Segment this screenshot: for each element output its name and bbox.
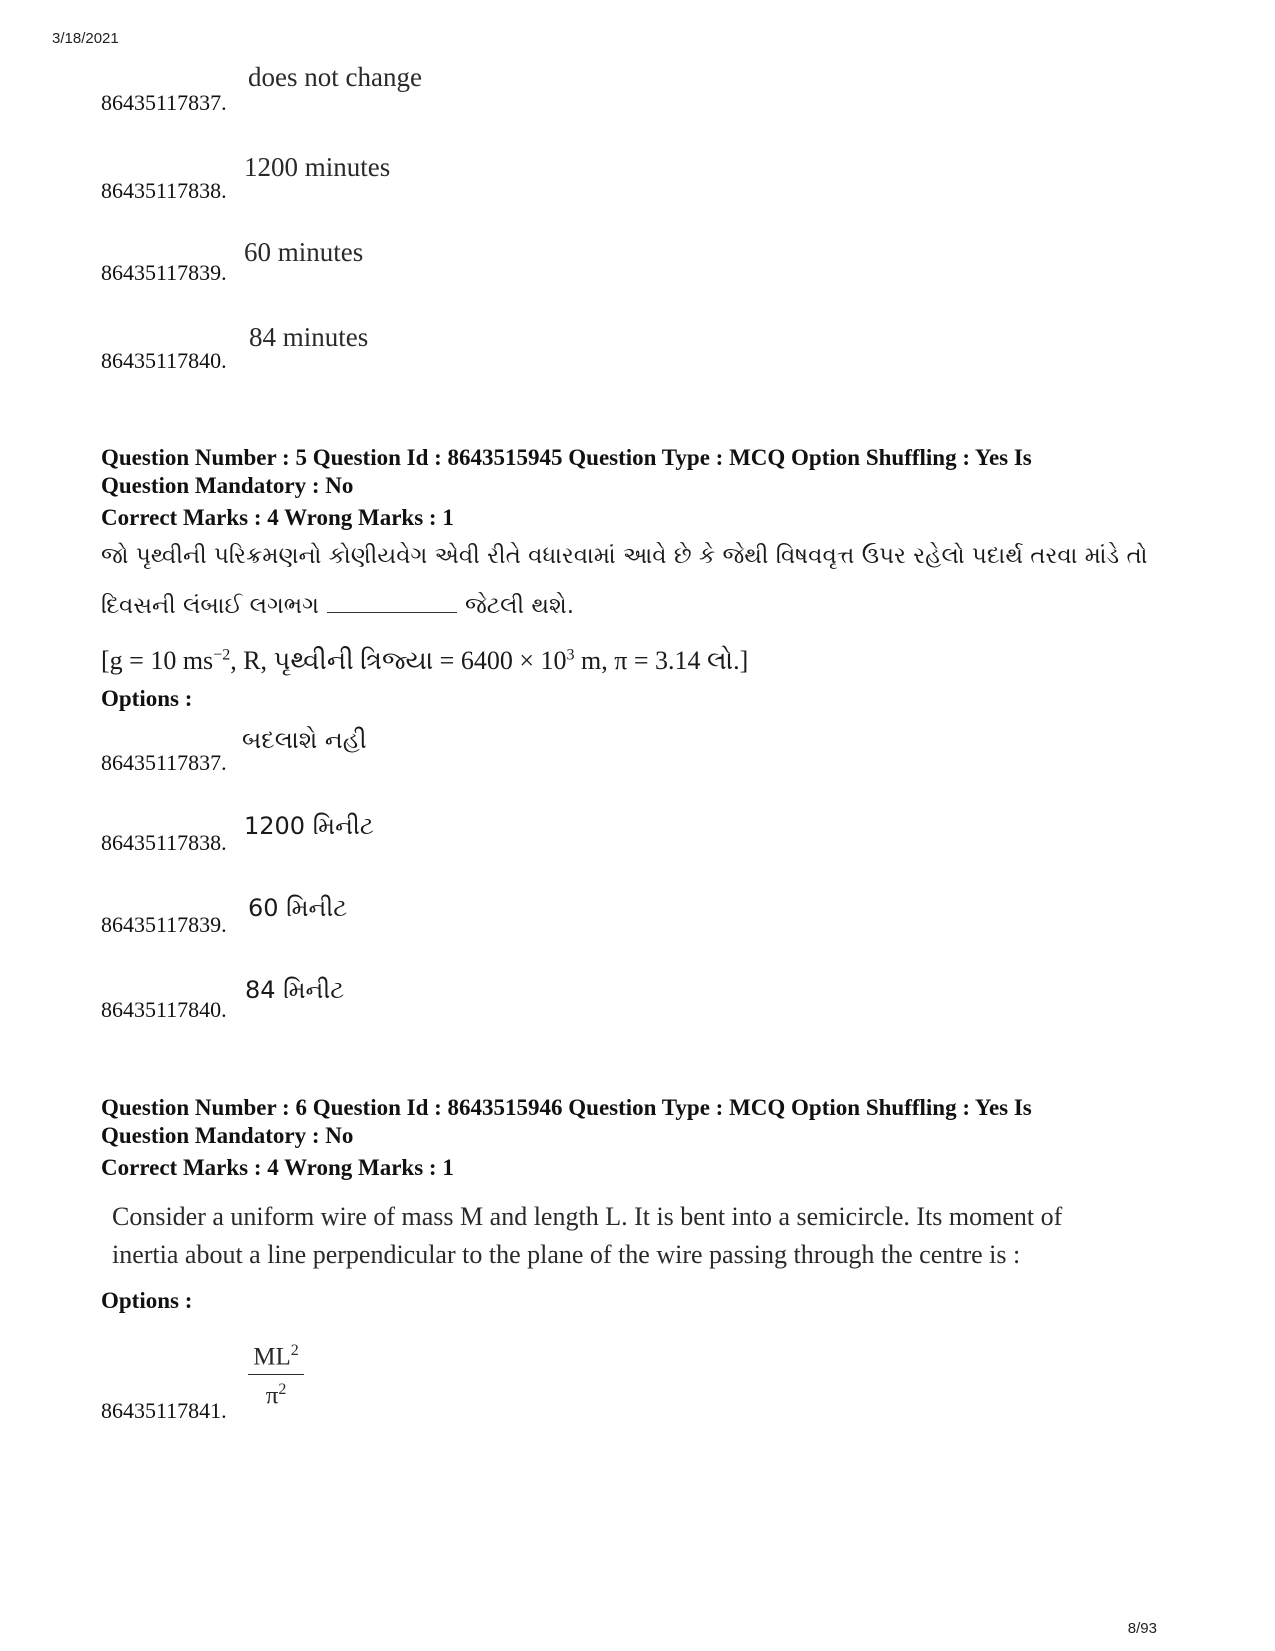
prev-option-4-id: 86435117840. bbox=[101, 348, 227, 373]
answer-blank bbox=[327, 592, 457, 613]
q6-header-line2: Question Mandatory : No bbox=[101, 1123, 354, 1148]
q5-formula-part-c: m, π = 3.14 લો.] bbox=[574, 646, 749, 675]
fraction-numerator bbox=[246, 1336, 306, 1372]
fraction-denominator bbox=[246, 1377, 306, 1409]
q5-formula-part-a: [g = 10 ms bbox=[101, 646, 214, 675]
q5-option-2-id: 86435117838. bbox=[101, 830, 227, 855]
q6-options-label: Options : bbox=[101, 1288, 193, 1313]
q5-option-1-id: 86435117837. bbox=[101, 750, 227, 775]
q6-option-1-id: 86435117841. bbox=[101, 1398, 227, 1423]
q5-question-line1: જો પૃથ્વીની પરિક્રમણનો કોણીયવેગ એવી રીતે વધારવામાં આવે છે કે જેથી વિષવવૃત્ત ઉપર રહેલો પદાર્થ તરવા માંડે તો bbox=[101, 543, 1148, 569]
prev-option-3-text: 60 minutes bbox=[244, 237, 364, 267]
q5-header-line2: Question Mandatory : No bbox=[101, 473, 354, 498]
q5-option-3-id: 86435117839. bbox=[101, 912, 227, 937]
q6-header-line1: Question Number : 6 Question Id : 8643515946 Question Type : MCQ Option Shuffling : Yes Is bbox=[101, 1095, 1032, 1120]
prev-option-2-id: 86435117838. bbox=[101, 178, 227, 203]
fraction-bar bbox=[248, 1374, 304, 1375]
q6-header bbox=[101, 1094, 1161, 1150]
q5-marks: Correct Marks : 4 Wrong Marks : 1 bbox=[101, 505, 454, 530]
denominator-base: π bbox=[265, 1382, 279, 1410]
q5-question-line2-b: જેટલી થશે. bbox=[464, 593, 575, 619]
q6-question-text bbox=[112, 1198, 1192, 1274]
q5-option-4-id: 86435117840. bbox=[101, 997, 227, 1022]
numerator-base: ML bbox=[253, 1343, 291, 1371]
q5-options-label: Options : bbox=[101, 686, 193, 711]
q6-marks: Correct Marks : 4 Wrong Marks : 1 bbox=[101, 1155, 454, 1180]
numerator-exponent: 2 bbox=[290, 1342, 299, 1359]
q5-question-line2 bbox=[101, 592, 574, 619]
prev-option-4-text: 84 minutes bbox=[249, 322, 369, 352]
prev-option-3-id: 86435117839. bbox=[101, 260, 227, 285]
page-number: 8/93 bbox=[1127, 1620, 1157, 1637]
q5-question-line2-a: દિવસની લંબાઈ લગભગ bbox=[101, 593, 319, 619]
q5-header-line1: Question Number : 5 Question Id : 8643515945 Question Type : MCQ Option Shuffling : Yes Is bbox=[101, 445, 1032, 470]
print-date: 3/18/2021 bbox=[52, 30, 119, 47]
q5-option-2-text: 1200 મિનીટ bbox=[244, 812, 374, 840]
prev-option-1-id: 86435117837. bbox=[101, 90, 227, 115]
q5-option-3-text: 60 મિનીટ bbox=[248, 894, 348, 922]
q5-given-values bbox=[101, 646, 748, 677]
q5-option-4-text: 84 મિનીટ bbox=[245, 976, 345, 1004]
q6-option-1-fraction bbox=[246, 1336, 306, 1410]
q6-question-line1: Consider a uniform wire of mass M and length L. It is bent into a semicircle. Its moment of bbox=[112, 1202, 1063, 1231]
q6-question-line2: inertia about a line perpendicular to the plane of the wire passing through the centre is : bbox=[112, 1240, 1021, 1269]
prev-option-2-text: 1200 minutes bbox=[244, 152, 391, 182]
q5-option-1-text: બદલાશે નહી bbox=[242, 726, 367, 754]
q5-formula-sup-1: −2 bbox=[213, 646, 231, 664]
prev-option-1-text: does not change bbox=[248, 62, 422, 92]
q5-formula-part-b: , R, પૃથ્વીની ત્રિજ્યા = 6400 × 10 bbox=[230, 646, 567, 675]
q5-formula-sup-2: 3 bbox=[566, 646, 575, 664]
q5-header bbox=[101, 444, 1161, 500]
denominator-exponent: 2 bbox=[278, 1381, 287, 1399]
